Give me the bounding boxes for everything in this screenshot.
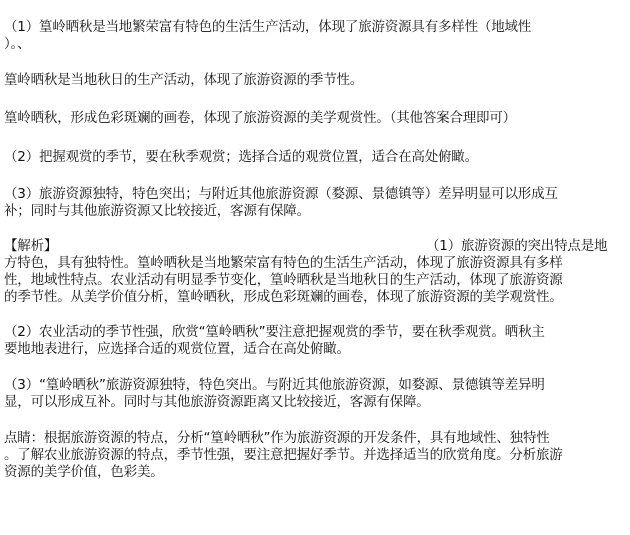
answer-p1-line2: ）。、 <box>4 36 31 52</box>
analysis-p1-line3: 的季节性。从美学价值分析，篁岭晒秋，形成色彩斑斓的画卷，体现了旅游资源的美学观赏性。 <box>4 289 563 305</box>
analysis-p2-line2: 要地地表进行，应选择合适的观赏位置，适合在高处俯瞰。 <box>4 341 350 357</box>
analysis-p3-line1: （3）“篁岭晒秋”旅游资源独特，特色突出。与附近其他旅游资源，如婺源、景德镇等差异明 <box>4 377 545 393</box>
analysis-p3-line2: 显，可以形成互补。同时与其他旅游资源距离又比较接近，客源有保障。 <box>4 394 430 410</box>
answer-p1-line1: （1）篁岭晒秋是当地繁荣富有特色的生活生产活动，体现了旅游资源具有多样性（地域性 <box>4 19 532 35</box>
comment-line1: 点睛：根据旅游资源的特点，分析“篁岭晒秋”作为旅游资源的开发条件，具有地域性、独特性 <box>4 430 550 446</box>
comment-line3: 资源的美学价值，色彩美。 <box>4 464 164 480</box>
answer-p5-line2: 补；同时与其他旅游资源又比较接近，客源有保障。 <box>4 203 310 219</box>
answer-p2: 篁岭晒秋是当地秋日的生产活动，体现了旅游资源的季节性。 <box>4 72 364 88</box>
analysis-p1-line1: 方特色，具有独特性。篁岭晒秋是当地繁荣富有特色的生活生产活动，体现了旅游资源具有多样 <box>4 255 563 271</box>
analysis-p1-line2: 性，地域性特点。农业活动有明显季节变化，篁岭晒秋是当地秋日的生产活动，体现了旅游资源 <box>4 272 563 288</box>
analysis-p1-start: （1）旅游资源的突出特点是地 <box>426 238 608 254</box>
answer-p4: （2）把握观赏的季节，要在秋季观赏；选择合适的观赏位置，适合在高处俯瞰。 <box>4 149 478 165</box>
answer-p5-line1: （3）旅游资源独特，特色突出；与附近其他旅游资源（婺源、景德镇等）差异明显可以形成互 <box>4 186 558 202</box>
analysis-p2-line1: （2）农业活动的季节性强，欣赏“篁岭晒秋”要注意把握观赏的季节，要在秋季观赏。晒秋主 <box>4 324 545 340</box>
answer-p3: 篁岭晒秋，形成色彩斑斓的画卷，体现了旅游资源的美学观赏性。（其他答案合理即可） <box>4 110 516 126</box>
comment-line2: 。了解农业旅游资源的特点，季节性强，要注意把握好季节。并选择适当的欣赏角度。分析旅游 <box>4 447 563 463</box>
analysis-heading: 【解析】 <box>4 238 58 254</box>
